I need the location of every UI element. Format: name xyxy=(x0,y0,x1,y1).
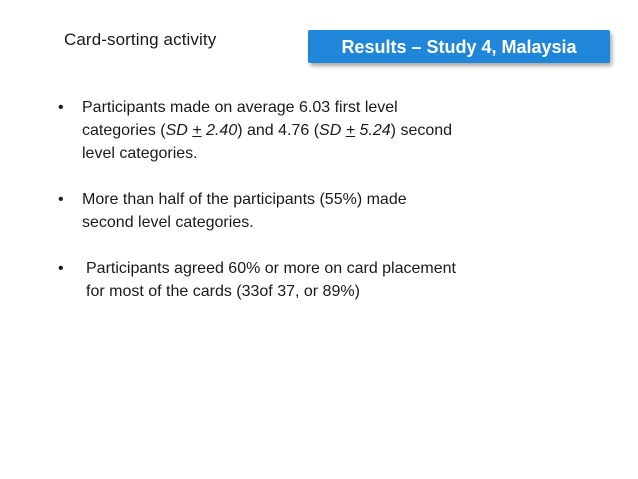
bullet-marker: • xyxy=(58,99,64,116)
text-run: categories ( xyxy=(82,122,166,139)
results-banner-label: Results – Study 4, Malaysia xyxy=(341,37,577,57)
bullet-item-second-level xyxy=(58,188,578,234)
text-run: ) and 4.76 ( xyxy=(237,122,320,139)
plus-minus-sign: + xyxy=(345,122,356,139)
plus-minus-sign: + xyxy=(192,122,202,139)
bullet-list xyxy=(58,96,578,326)
bullet-line: second level categories. xyxy=(82,214,254,231)
text-run: ) second xyxy=(390,122,453,139)
sd-value: 2.40 xyxy=(201,122,238,139)
bullet-line: More than half of the participants (55%) made xyxy=(82,191,407,208)
sd-label: SD xyxy=(319,122,342,139)
bullet-line: Participants made on average 6.03 first level xyxy=(82,99,398,116)
bullet-text xyxy=(82,96,578,165)
bullet-line xyxy=(82,119,578,142)
bullet-item-categories xyxy=(58,96,578,165)
bullet-text xyxy=(86,257,578,303)
results-banner xyxy=(308,30,610,63)
bullet-marker: • xyxy=(58,260,64,277)
bullet-marker: • xyxy=(58,191,64,208)
bullet-text xyxy=(82,188,578,234)
sd-value: 5.24 xyxy=(355,122,391,139)
bullet-line: level categories. xyxy=(82,145,198,162)
bullet-item-agreement xyxy=(58,257,578,303)
section-title: Card-sorting activity xyxy=(64,30,217,49)
sd-label: SD xyxy=(165,122,188,139)
bullet-line: Participants agreed 60% or more on card placement xyxy=(86,260,456,277)
bullet-line: for most of the cards (33of 37, or 89%) xyxy=(86,283,360,300)
